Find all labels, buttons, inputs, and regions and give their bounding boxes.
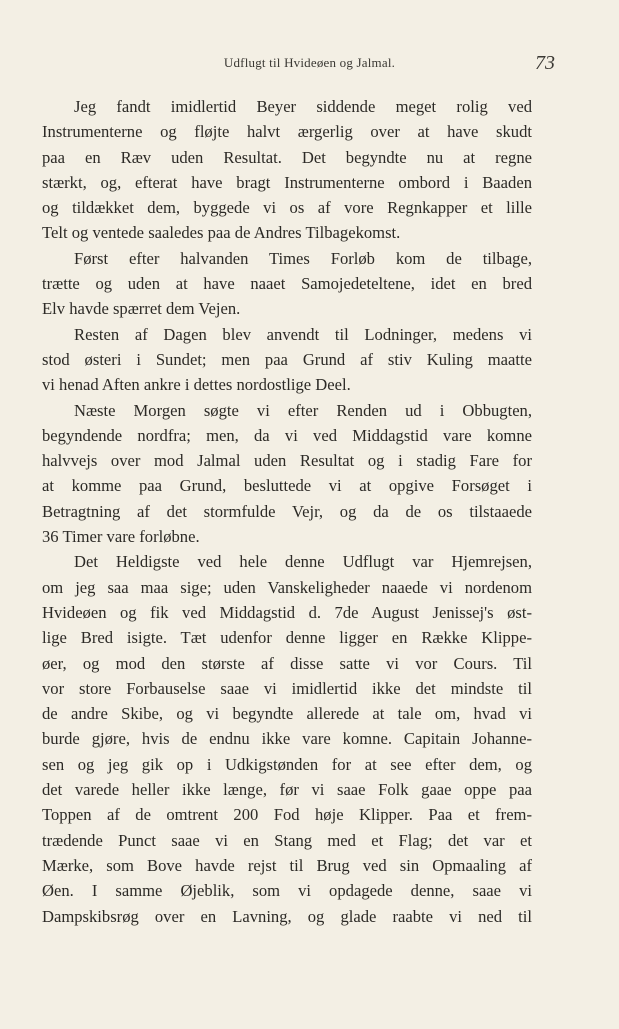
text-line: Mærke, som Bove havde rejst til Brug ved sin Opmaaling af <box>42 855 532 875</box>
text-line: Betragtning af det stormfulde Vejr, og da de os tilstaaede <box>42 501 532 521</box>
running-title: Udflugt til Hvideøen og Jalmal. <box>223 55 396 70</box>
text-line: Resten af Dagen blev anvendt til Lodninger, medens vi <box>74 324 532 344</box>
text-line: om jeg saa maa sige; uden Vanskeligheder naaede vi nordenom <box>42 577 532 597</box>
text-line: vor store Forbauselse saae vi imidlertid ikke det mindste til <box>42 678 532 698</box>
text-line: stod østeri i Sundet; men paa Grund af stiv Kuling maatte <box>42 349 532 369</box>
body-text <box>42 94 532 929</box>
text-line: de andre Skibe, og vi begyndte allerede at tale om, hvad vi <box>42 704 532 724</box>
text-line: Det Heldigste ved hele denne Udflugt var Hjemrejsen, <box>74 552 532 572</box>
text-line: Øen. I samme Øjeblik, som vi opdagede denne, saae vi <box>42 881 532 901</box>
text-line: begyndende nordfra; men, da vi ved Middagstid vare komne <box>42 425 532 445</box>
text-line: Elv havde spærret dem Vejen. <box>42 299 241 319</box>
text-line: vi henad Aften ankre i dettes nordostlige Deel. <box>42 375 351 395</box>
text-line: øer, og mod den største af disse satte vi vor Cours. Til <box>42 653 532 673</box>
text-line: Først efter halvanden Times Forløb kom de tilbage, <box>74 248 532 268</box>
text-line: og tildækket dem, byggede vi os af vore Regnkapper et lille <box>42 198 532 218</box>
text-line: sen og jeg gik op i Udkigstønden for at see efter dem, og <box>42 754 532 774</box>
text-line: det varede heller ikke længe, før vi saae Folk gaae oppe paa <box>42 780 532 800</box>
text-line: Jeg fandt imidlertid Beyer siddende meget rolig ved <box>74 97 532 116</box>
text-line: stærkt, og, efterat have bragt Instrumenterne ombord i Baaden <box>42 172 532 192</box>
text-line: trædende Punct saae vi en Stang med et Flag; det var et <box>42 830 532 850</box>
page-number: 73 <box>535 52 555 74</box>
text-line: Telt og ventede saaledes paa de Andres Tilbagekomst. <box>42 223 401 243</box>
text-line: halvvejs over mod Jalmal uden Resultat og i stadig Fare for <box>42 451 532 471</box>
text-line: at komme paa Grund, besluttede vi at opgive Forsøget i <box>42 476 532 496</box>
text-line: Instrumenterne og fløjte halvt ærgerlig over at have skudt <box>42 122 532 142</box>
text-line: lige Bred isigte. Tæt udenfor denne ligger en Række Klippe- <box>42 628 532 648</box>
text-line: Hvideøen og fik ved Middagstid d. 7de August Jenissej's øst- <box>42 602 532 622</box>
text-line: burde gjøre, hvis de endnu ikke vare komne. Capitain Johanne- <box>42 729 532 749</box>
text-line: Dampskibsrøg over en Lavning, og glade raabte vi ned til <box>42 906 532 926</box>
text-line: trætte og uden at have naaet Samojedeteltene, idet en bred <box>42 274 532 294</box>
text-line: paa en Ræv uden Resultat. Det begyndte nu at regne <box>42 147 532 167</box>
text-line: Næste Morgen søgte vi efter Renden ud i Obbugten, <box>74 400 532 420</box>
text-line: Toppen af de omtrent 200 Fod høje Klipper. Paa et frem- <box>42 805 532 825</box>
text-line: 36 Timer vare forløbne. <box>42 527 200 547</box>
